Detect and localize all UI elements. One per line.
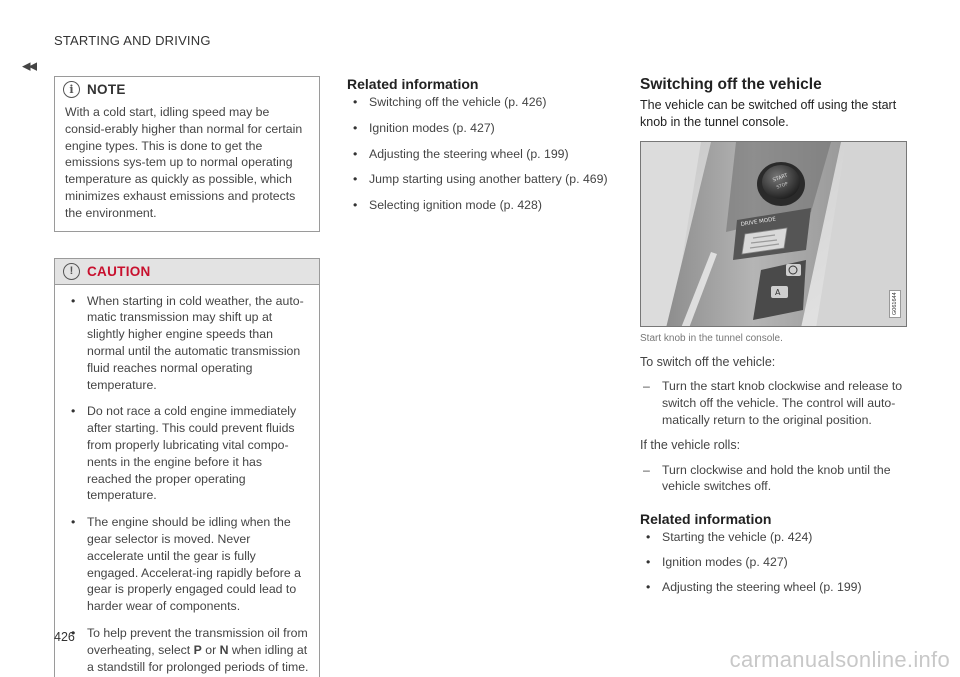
start-knob-illustration <box>640 141 907 327</box>
caution-title: CAUTION <box>87 263 151 279</box>
knob-start-text: START <box>772 172 789 184</box>
related-info-list <box>347 94 613 214</box>
instruction-intro: If the vehicle rolls: <box>640 437 741 452</box>
related-info-heading: Related information <box>640 511 772 528</box>
section-lead: The vehicle can be switched off using the start knob in the tunnel console. <box>640 98 897 129</box>
related-info-list <box>640 529 907 595</box>
instruction-steps <box>640 378 907 428</box>
middle-column <box>347 76 613 223</box>
list-item: • When starting in cold weather, the auto-matic transmission may shift up at slightly higher engine speeds than normal until the automatic transmission fluid reaches normal operating temperature. <box>65 293 309 394</box>
info-icon: i <box>63 81 80 98</box>
related-link[interactable]: • Ignition modes (p. 427) <box>640 554 907 571</box>
caution-header <box>55 259 319 285</box>
figure-id-label: G061644 <box>889 290 901 318</box>
note-title: NOTE <box>87 82 126 97</box>
note-text: With a cold start, idling speed may be consid-erably higher than normal for certain engine types. This is done to get the emissions sys-tem up to normal operating temperature as quickly as possible, which minimizes exhaust emissions and protects the environment. <box>65 105 303 220</box>
caution-box <box>54 258 320 677</box>
drive-mode-text: DRIVE MODE <box>740 216 777 228</box>
running-header: STARTING AND DRIVING <box>54 33 211 48</box>
list-item: • Do not race a cold engine immediately after starting. This could prevent fluids from properly lubricating vital compo-nents in the engine before it has reached the proper operating temperature. <box>65 403 309 504</box>
instruction-steps <box>640 462 907 496</box>
note-box <box>54 76 320 232</box>
gear-p-label: P <box>193 642 202 657</box>
watermark: carmanualsonline.info <box>729 647 950 672</box>
tunnel-console-drawing <box>641 142 907 327</box>
caution-list <box>65 293 309 676</box>
related-link[interactable]: • Jump starting using another battery (p. 469) <box>347 171 613 188</box>
list-item: • The engine should be idling when the gear selector is moved. Never accelerate until the gear is fully engaged. Accelerat-ing rapidly before a gear is properly engaged could lead to harder wear of components. <box>65 514 309 615</box>
related-link[interactable]: • Switching off the vehicle (p. 426) <box>347 94 613 111</box>
right-column <box>640 76 907 604</box>
list-item: – Turn clockwise and hold the knob until the vehicle switches off. <box>640 462 907 496</box>
page-number: 426 <box>54 630 75 644</box>
left-column <box>54 76 320 677</box>
related-link[interactable]: • Starting the vehicle (p. 424) <box>640 529 907 546</box>
related-link[interactable]: • Ignition modes (p. 427) <box>347 120 613 137</box>
gear-n-label: N <box>219 642 229 657</box>
instruction-intro: To switch off the vehicle: <box>640 354 776 369</box>
back-arrows-icon[interactable]: ◂◂ <box>22 56 36 75</box>
section-title: Switching off the vehicle <box>640 76 822 93</box>
svg-text:A: A <box>775 287 781 297</box>
related-link[interactable]: • Selecting ignition mode (p. 428) <box>347 197 613 214</box>
list-item: – Turn the start knob clockwise and release to switch off the vehicle. The control will auto-matically return to the original position. <box>640 378 907 428</box>
note-header <box>55 77 319 102</box>
figure-caption: Start knob in the tunnel console. <box>640 332 783 344</box>
related-info-heading: Related information <box>347 76 479 92</box>
exclamation-icon: ! <box>63 263 80 280</box>
related-link[interactable]: • Adjusting the steering wheel (p. 199) <box>640 579 907 596</box>
knob-stop-text: STOP <box>776 181 789 191</box>
list-item: • To help prevent the transmission oil from overheating, select P or N when idling at a standstill for prolonged periods of time. <box>65 625 309 675</box>
related-link[interactable]: • Adjusting the steering wheel (p. 199) <box>347 146 613 163</box>
